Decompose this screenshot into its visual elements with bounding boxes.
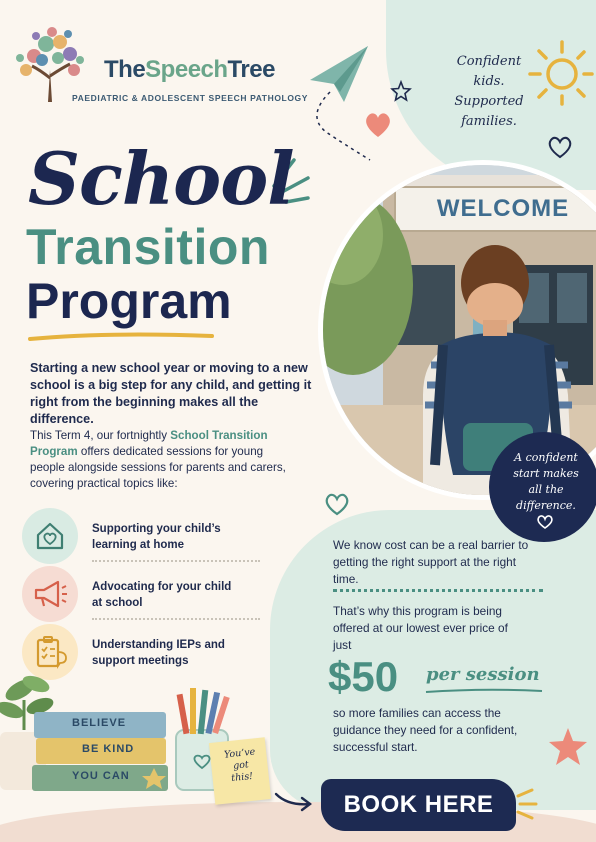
badge-line: difference. <box>516 499 576 512</box>
divider <box>92 560 260 562</box>
price-underline <box>424 686 544 696</box>
star-outline-icon <box>390 80 412 102</box>
tagline-line: Supported <box>454 94 524 109</box>
badge-line: all the <box>528 483 564 496</box>
brand-subtitle: PAEDIATRIC & ADOLESCENT SPEECH PATHOLOGY <box>72 93 309 103</box>
heart-outline-icon <box>536 514 554 530</box>
brand-name-part: Tree <box>227 56 275 83</box>
note-line: You’ve <box>223 746 256 761</box>
feature-text: Advocating for your child at school <box>92 581 232 609</box>
note-line: got <box>232 759 250 772</box>
heart-icon <box>362 110 394 140</box>
book-here-button[interactable]: BOOK HERE <box>321 779 516 831</box>
tagline <box>434 52 544 132</box>
book-spine-label: BELIEVE <box>72 717 127 729</box>
badge-text <box>500 450 592 514</box>
sticky-note-text <box>214 745 267 786</box>
tagline-line: kids. <box>473 74 505 89</box>
closing-paragraph: so more families can access the guidance they need for a confident, successful start. <box>333 706 518 754</box>
price-value: $50 <box>328 653 399 700</box>
tagline-line: families. <box>461 114 517 129</box>
dotted-divider <box>333 589 543 592</box>
program-highlight: School Transition Program <box>30 429 268 458</box>
title-underline <box>26 330 216 344</box>
feature-text: Supporting your child’s learning at home <box>92 523 221 551</box>
title-transition: Transition <box>26 219 270 275</box>
details-paragraph <box>30 428 292 492</box>
feature-item-advocating <box>22 566 242 624</box>
divider <box>92 618 260 620</box>
details-text: This Term 4, our fortnightly <box>30 429 171 442</box>
tagline-line: Confident <box>456 54 522 69</box>
intro-paragraph: Starting a new school year or moving to a new school is a big step for any child, and getting it right from the beginning makes all the difference. <box>30 361 312 426</box>
heart-outline-icon <box>546 134 574 160</box>
arrow-right-icon <box>272 784 316 816</box>
welcome-sign: WELCOME <box>436 195 570 222</box>
title-program: Program <box>26 273 232 329</box>
brand-logo <box>12 26 309 106</box>
paper-plane-icon <box>300 40 420 170</box>
cost-paragraph: We know cost can be a real barrier to getting the right support at the right time. <box>333 538 529 586</box>
brand-name-part: Speech <box>145 56 228 83</box>
title-school: School <box>28 136 294 221</box>
details-text: offers dedicated sessions for young people alongside sessions for parents and carers, covering practical topics like: <box>30 445 286 490</box>
feature-text: Understanding IEPs and support meetings <box>92 639 225 667</box>
badge-line: start makes <box>513 467 579 480</box>
spark-lines-icon <box>514 786 540 822</box>
brand-name <box>104 56 275 84</box>
badge-line: A confident <box>514 451 578 464</box>
price-unit: per session <box>426 664 540 685</box>
megaphone-icon <box>22 566 78 622</box>
note-line: this! <box>230 770 254 785</box>
heart-outline-icon <box>323 490 351 518</box>
feature-item-home <box>22 508 242 566</box>
brand-name-part: The <box>104 56 146 83</box>
price-intro: That’s why this program is being offered at our lowest ever price of just <box>333 604 508 652</box>
book-spine-label: BE KIND <box>82 743 135 755</box>
book-spine-label: YOU CAN <box>72 770 130 782</box>
house-heart-icon <box>22 508 78 564</box>
star-icon <box>546 725 590 769</box>
